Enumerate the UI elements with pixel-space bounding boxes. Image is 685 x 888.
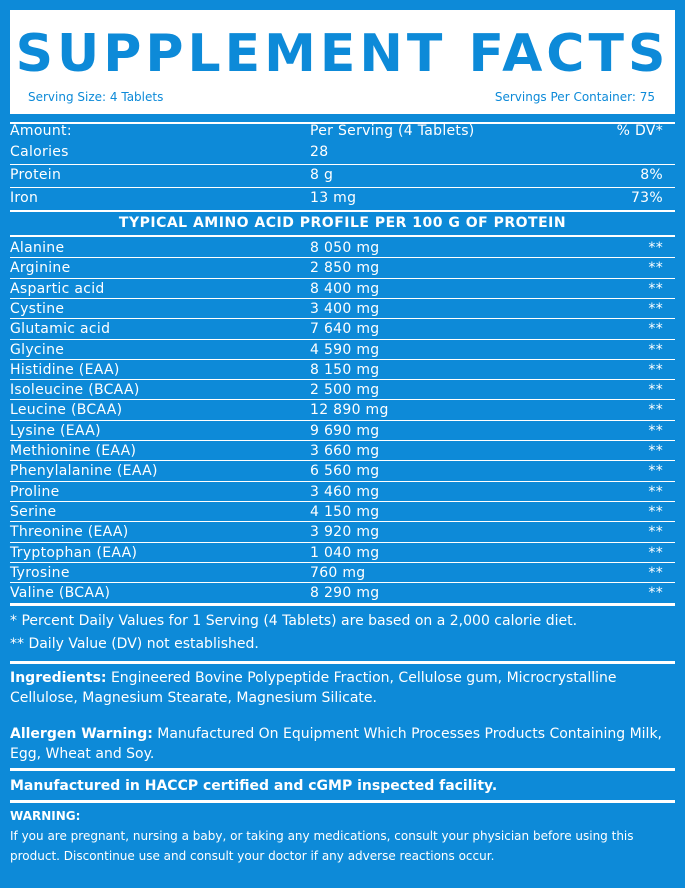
row-value: 2 500 mg (310, 382, 380, 399)
row-dv: ** (648, 382, 663, 399)
table-row (10, 522, 663, 542)
row-dv: ** (648, 300, 663, 317)
divider (10, 768, 675, 771)
row-value: 2 850 mg (310, 260, 380, 277)
row-name: Arginine (10, 260, 71, 277)
row-name: Lysine (EAA) (10, 422, 101, 439)
row-value: 13 mg (310, 190, 357, 206)
row-name: Protein (10, 167, 62, 183)
table-row (10, 543, 663, 563)
row-name: Calories (10, 144, 69, 160)
row-name: Alanine (10, 240, 65, 256)
row-name: Tyrosine (10, 564, 70, 581)
row-name: Glutamic acid (10, 321, 111, 338)
table-row (10, 360, 663, 380)
row-dv: ** (648, 341, 663, 358)
allergen-text: Manufactured On Equipment Which Processes Products Containing Milk, Egg, Wheat and Soy. (10, 726, 663, 762)
row-value: 3 920 mg (310, 524, 380, 541)
header-panel (10, 10, 675, 114)
warning-title: WARNING: (10, 809, 81, 823)
row-dv: ** (648, 463, 663, 480)
row-value: 8 050 mg (310, 240, 380, 256)
table-row (10, 188, 663, 208)
row-value: 8 g (310, 167, 334, 183)
table-row (10, 142, 663, 162)
row-value: 4 150 mg (310, 503, 380, 520)
row-value: 3 460 mg (310, 483, 380, 500)
row-value: 28 (310, 144, 329, 160)
row-value: 9 690 mg (310, 422, 380, 439)
row-name: Leucine (BCAA) (10, 402, 123, 419)
row-dv: ** (648, 443, 663, 459)
table-row (10, 563, 663, 583)
row-dv: ** (648, 564, 663, 581)
row-name: Aspartic acid (10, 280, 105, 297)
allergen-label: Allergen Warning: (10, 726, 153, 742)
row-dv: ** (648, 544, 663, 561)
footnote-percent-dv: * Percent Daily Values for 1 Serving (4 Tablets) are based on a 2,000 calorie diet. (10, 613, 578, 629)
row-dv: 73% (630, 190, 663, 206)
divider (10, 235, 675, 237)
row-dv: ** (648, 240, 663, 256)
page-title: SUPPLEMENT FACTS (15, 24, 670, 84)
row-dv: ** (648, 422, 663, 439)
row-dv: ** (648, 260, 663, 277)
row-value: 3 400 mg (310, 300, 380, 317)
row-dv: ** (648, 483, 663, 500)
serving-size: Serving Size: 4 Tablets (28, 90, 164, 104)
row-name: Tryptophan (EAA) (10, 544, 138, 561)
row-value: 8 290 mg (310, 585, 380, 602)
row-value: 8 400 mg (310, 280, 380, 297)
row-dv: ** (648, 402, 663, 419)
footnote-dv-not-established: ** Daily Value (DV) not established. (10, 636, 259, 652)
table-row (10, 400, 663, 420)
row-value: 3 660 mg (310, 443, 380, 459)
table-row (10, 299, 663, 319)
table-row (10, 165, 663, 185)
row-name: Threonine (EAA) (10, 524, 129, 541)
table-row (10, 380, 663, 400)
row-value: 4 590 mg (310, 341, 380, 358)
divider (10, 603, 675, 606)
ingredients-text: Engineered Bovine Polypeptide Fraction, Cellulose gum, Microcrystalline Cellulose, Magnesium Stearate, Magnesium Silicate. (10, 670, 617, 706)
table-header-row (10, 121, 663, 141)
row-value: 1 040 mg (310, 544, 380, 561)
table-row (10, 238, 663, 258)
row-value: 6 560 mg (310, 463, 380, 480)
table-row (10, 461, 663, 481)
table-row (10, 583, 663, 603)
row-name: Cystine (10, 300, 65, 317)
row-name: Serine (10, 503, 57, 520)
row-name: Histidine (EAA) (10, 361, 120, 378)
row-name: Proline (10, 483, 60, 500)
ingredients (10, 668, 675, 708)
table-row (10, 279, 663, 299)
row-name: Phenylalanine (EAA) (10, 463, 158, 480)
per-serving-header: Per Serving (4 Tablets) (310, 123, 475, 139)
row-dv: 8% (640, 167, 663, 183)
row-dv: ** (648, 361, 663, 378)
table-row (10, 482, 663, 502)
table-row (10, 421, 663, 441)
row-name: Valine (BCAA) (10, 585, 111, 602)
divider (10, 661, 675, 664)
allergen-warning (10, 724, 675, 764)
servings-per-container: Servings Per Container: 75 (494, 90, 655, 104)
amount-header: Amount: (10, 123, 72, 139)
table-row (10, 319, 663, 339)
amino-profile-title: TYPICAL AMINO ACID PROFILE PER 100 G OF PROTEIN (118, 215, 567, 231)
divider (10, 800, 675, 803)
row-value: 760 mg (310, 564, 366, 581)
table-row (10, 502, 663, 522)
warning-text: If you are pregnant, nursing a baby, or taking any medications, consult your physician before using this product. Discontinue use and consult your doctor if any adverse reactions occur. (10, 829, 634, 863)
table-row (10, 340, 663, 360)
row-name: Iron (10, 190, 39, 206)
row-name: Glycine (10, 341, 65, 358)
row-name: Methionine (EAA) (10, 443, 137, 459)
dv-header: % DV* (616, 123, 663, 139)
row-dv: ** (648, 321, 663, 338)
table-row (10, 441, 663, 461)
table-row (10, 258, 663, 278)
row-value: 12 890 mg (310, 402, 389, 419)
row-name: Isoleucine (BCAA) (10, 382, 140, 399)
row-dv: ** (648, 524, 663, 541)
facility-statement: Manufactured in HACCP certified and cGMP inspected facility. (10, 778, 498, 794)
row-dv: ** (648, 585, 663, 602)
row-value: 7 640 mg (310, 321, 380, 338)
ingredients-label: Ingredients: (10, 670, 107, 686)
row-dv: ** (648, 503, 663, 520)
row-dv: ** (648, 280, 663, 297)
row-value: 8 150 mg (310, 361, 380, 378)
